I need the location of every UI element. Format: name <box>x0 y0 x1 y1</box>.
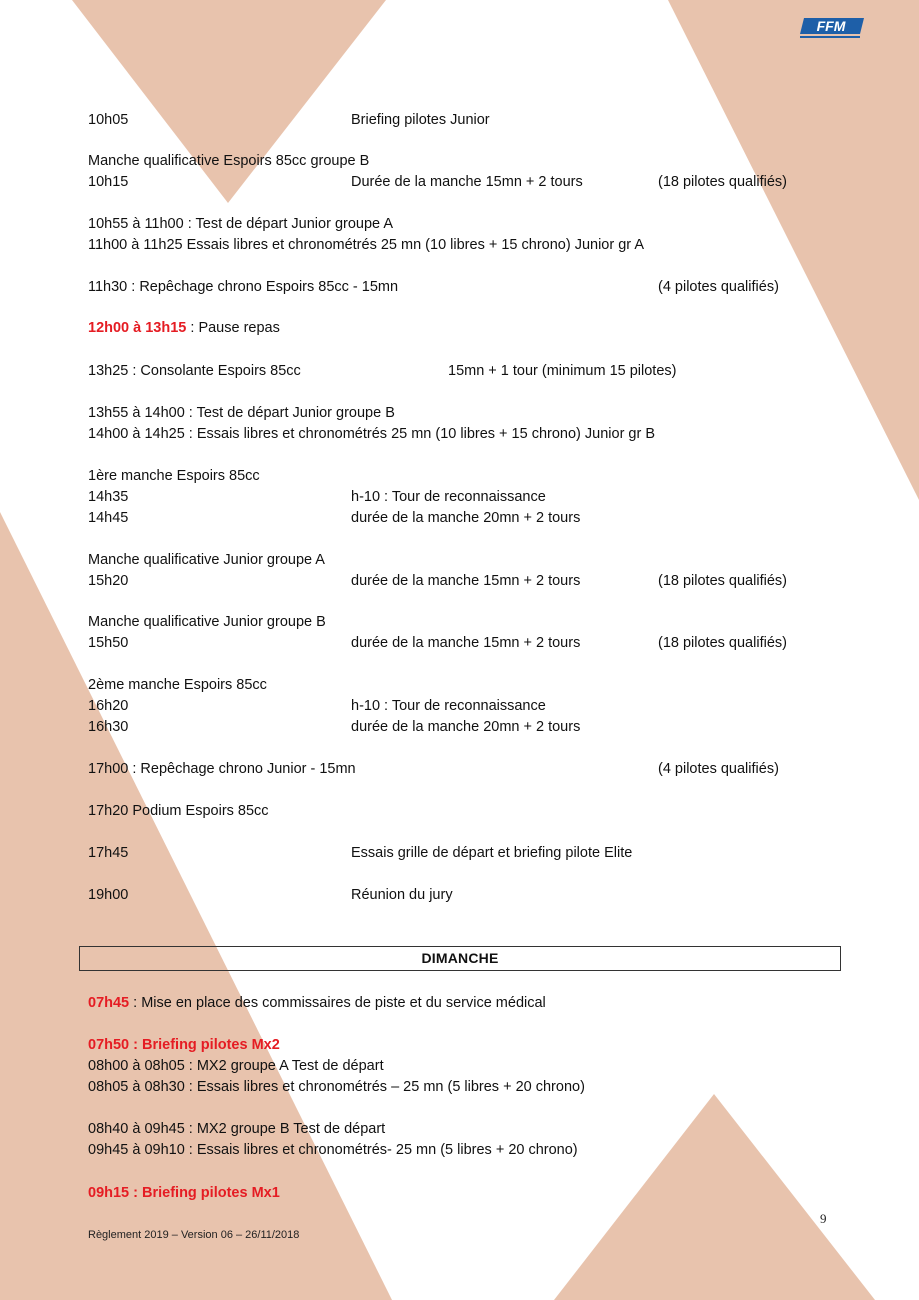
schedule-time: 14h35 <box>88 489 129 505</box>
schedule-line <box>88 550 325 570</box>
schedule-text: 11h00 à 11h25 Essais libres et chronométrés 25 mn (10 libres + 15 chrono) Junior gr A <box>88 237 645 253</box>
schedule-line <box>88 466 260 486</box>
schedule-title: 2ème manche Espoirs 85cc <box>88 677 267 693</box>
schedule-detail: 15mn + 1 tour (minimum 15 pilotes) <box>448 363 677 379</box>
schedule-line <box>88 508 581 528</box>
schedule-line <box>88 361 677 381</box>
schedule-line <box>88 318 280 338</box>
schedule-note: (18 pilotes qualifiés) <box>658 635 787 651</box>
schedule-line <box>88 1140 578 1160</box>
schedule-line <box>88 633 787 653</box>
schedule-line <box>88 214 393 234</box>
schedule-line <box>88 993 546 1013</box>
schedule-highlight: 09h15 : Briefing pilotes Mx1 <box>88 1185 280 1201</box>
schedule-line <box>88 759 779 779</box>
schedule-description: Réunion du jury <box>351 887 453 903</box>
schedule-line <box>88 696 546 716</box>
schedule-text: 08h05 à 08h30 : Essais libres et chronométrés – 25 mn (5 libres + 20 chrono) <box>88 1079 585 1095</box>
schedule-text: 09h45 à 09h10 : Essais libres et chronométrés- 25 mn (5 libres + 20 chrono) <box>88 1142 578 1158</box>
schedule-line <box>88 487 546 507</box>
schedule-text: : Mise en place des commissaires de piste et du service médical <box>129 995 546 1011</box>
schedule-description: Durée de la manche 15mn + 2 tours <box>351 174 583 190</box>
schedule-description: h-10 : Tour de reconnaissance <box>351 489 546 505</box>
schedule-time: 10h05 <box>88 112 129 128</box>
schedule-text: 08h40 à 09h45 : MX2 groupe B Test de départ <box>88 1121 386 1137</box>
schedule-line <box>88 843 633 863</box>
schedule-line <box>88 172 787 192</box>
schedule-line <box>88 717 581 737</box>
schedule-line <box>88 277 779 297</box>
footer-text: Règlement 2019 – Version 06 – 26/11/2018 <box>88 1229 300 1241</box>
schedule-title: Manche qualificative Espoirs 85cc groupe B <box>88 153 370 169</box>
schedule-line <box>88 675 267 695</box>
schedule-description: durée de la manche 15mn + 2 tours <box>351 635 581 651</box>
dimanche-header-label: DIMANCHE <box>421 950 499 966</box>
schedule-line <box>88 110 490 130</box>
schedule-time: 14h45 <box>88 510 129 526</box>
logo-text: FFM <box>816 18 846 34</box>
schedule-highlight: 07h50 : Briefing pilotes Mx2 <box>88 1037 280 1053</box>
schedule-time: 16h20 <box>88 698 129 714</box>
schedule-text: 14h00 à 14h25 : Essais libres et chronométrés 25 mn (10 libres + 15 chrono) Junior gr B <box>88 426 656 442</box>
page-number: 9 <box>820 1211 827 1226</box>
schedule-highlight: 07h45 <box>88 995 130 1011</box>
schedule-time: 16h30 <box>88 719 129 735</box>
schedule-note: (18 pilotes qualifiés) <box>658 573 787 589</box>
schedule-time: 15h20 <box>88 573 129 589</box>
schedule-description: durée de la manche 20mn + 2 tours <box>351 510 581 526</box>
schedule-line <box>88 1183 280 1203</box>
schedule-note: (4 pilotes qualifiés) <box>658 279 779 295</box>
schedule-time: 17h45 <box>88 845 129 861</box>
schedule-line <box>88 1077 585 1097</box>
schedule-line <box>88 1035 280 1055</box>
schedule-time: 15h50 <box>88 635 129 651</box>
schedule-line <box>88 885 453 905</box>
schedule-line <box>88 801 269 821</box>
schedule-text: 10h55 à 11h00 : Test de départ Junior groupe A <box>88 216 394 232</box>
schedule-line <box>88 403 395 423</box>
schedule-text: 17h00 : Repêchage chrono Junior - 15mn <box>88 761 356 777</box>
schedule-title: Manche qualificative Junior groupe B <box>88 614 326 630</box>
schedule-text: 17h20 Podium Espoirs 85cc <box>88 803 269 819</box>
schedule-line <box>88 612 326 632</box>
schedule-line <box>88 1056 384 1076</box>
schedule-line <box>88 424 655 444</box>
schedule-line <box>88 235 644 255</box>
schedule-text: 13h55 à 14h00 : Test de départ Junior groupe B <box>88 405 395 421</box>
dimanche-header <box>79 946 841 971</box>
schedule-note: (4 pilotes qualifiés) <box>658 761 779 777</box>
schedule-line <box>88 571 787 591</box>
schedule-text: 08h00 à 08h05 : MX2 groupe A Test de départ <box>88 1058 384 1074</box>
schedule-text: 13h25 : Consolante Espoirs 85cc <box>88 363 301 379</box>
schedule-description: Essais grille de départ et briefing pilote Elite <box>351 845 633 861</box>
schedule-description: durée de la manche 15mn + 2 tours <box>351 573 581 589</box>
schedule-time: 10h15 <box>88 174 129 190</box>
schedule-text: : Pause repas <box>186 320 280 336</box>
schedule-line <box>88 151 369 171</box>
schedule-line <box>88 1119 385 1139</box>
schedule-description: h-10 : Tour de reconnaissance <box>351 698 546 714</box>
ffm-logo <box>800 16 866 40</box>
schedule-description: Briefing pilotes Junior <box>351 112 490 128</box>
schedule-highlight: 12h00 à 13h15 <box>88 320 187 336</box>
schedule-text: 11h30 : Repêchage chrono Espoirs 85cc - 15mn <box>88 279 399 295</box>
schedule-description: durée de la manche 20mn + 2 tours <box>351 719 581 735</box>
schedule-note: (18 pilotes qualifiés) <box>658 174 787 190</box>
schedule-time: 19h00 <box>88 887 129 903</box>
schedule-title: Manche qualificative Junior groupe A <box>88 552 325 568</box>
schedule-title: 1ère manche Espoirs 85cc <box>88 468 260 484</box>
